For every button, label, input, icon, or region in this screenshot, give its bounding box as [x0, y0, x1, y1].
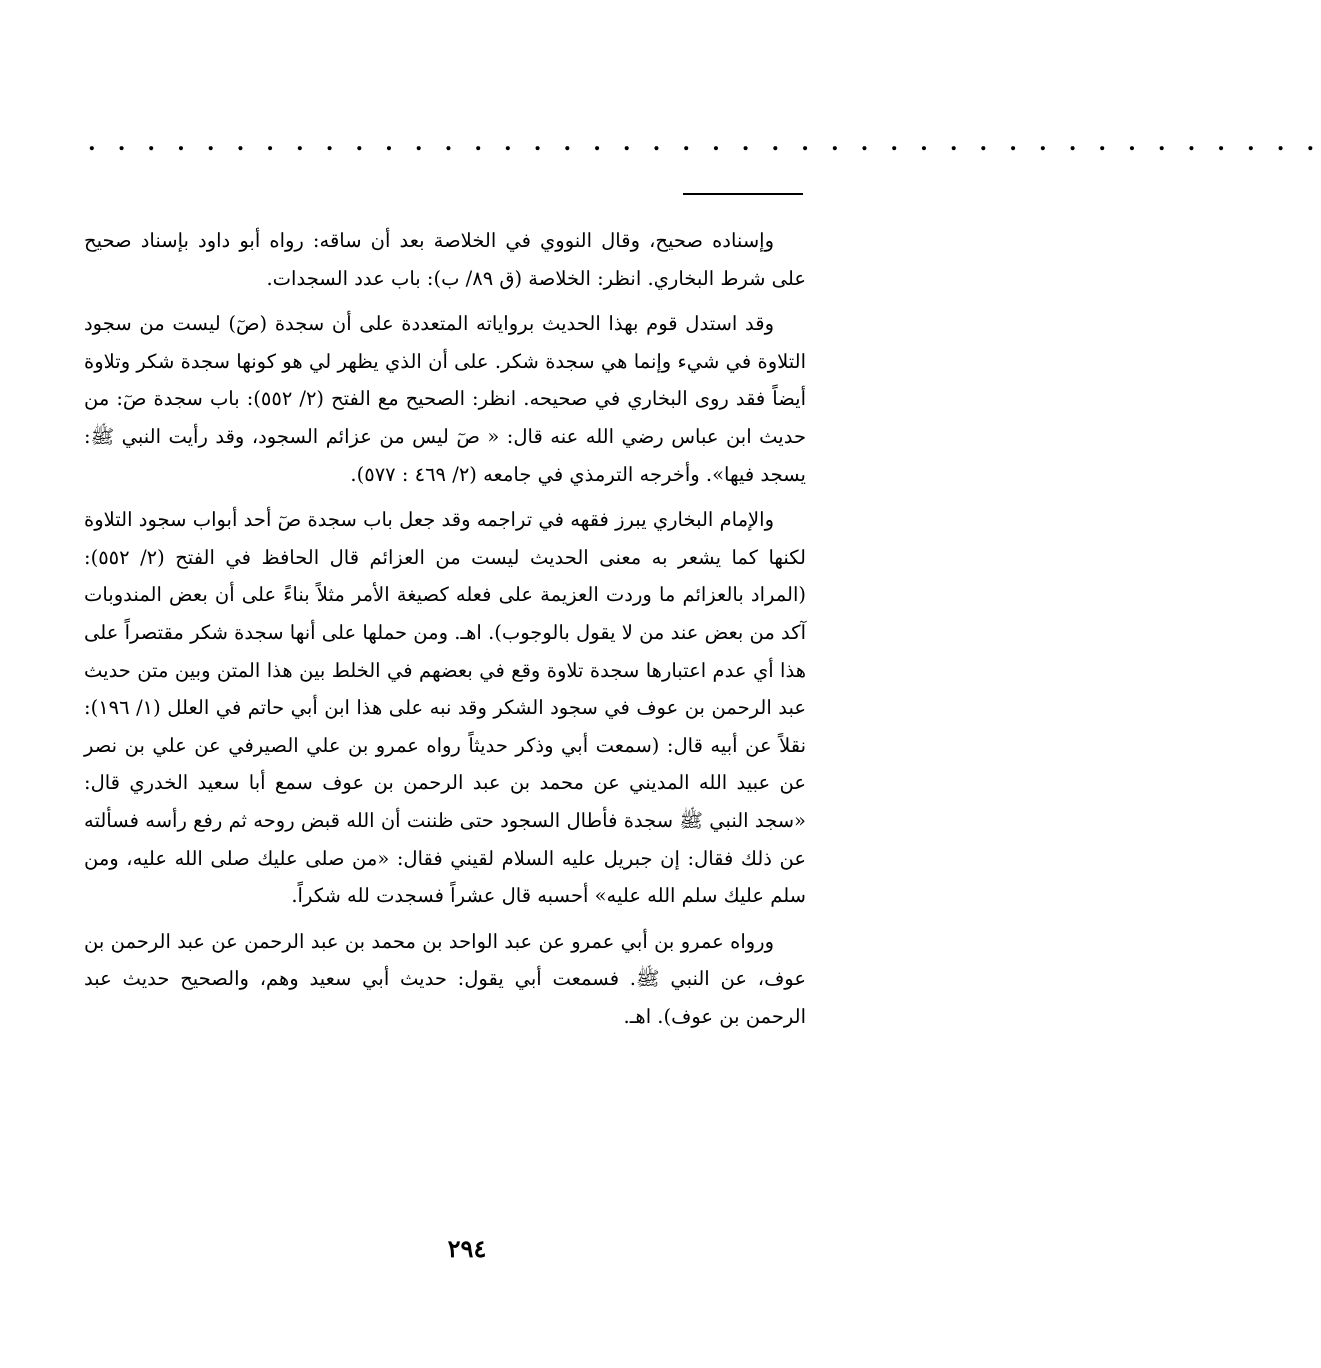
footnote-paragraph: ورواه عمرو بن أبي عمرو عن عبد الواحد بن محمد بن عبد الرحمن عن عبد الرحمن بن عوف، عن النبي ﷺ. فسمعت أبي يقول: حديث أبي سعيد وهم، والصحيح حديث عبد الرحمن بن عوف). اهـ.: [84, 929, 806, 1028]
header-dotted-separator: . . . . . . . . . . . . . . . . . . . . . . . . . . . . . . . . . . . . . . . . . .: [88, 130, 1321, 156]
footnote-paragraph: وقد استدل قوم بهذا الحديث برواياته المتعددة على أن سجدة (صٓ) ليست من سجود التلاوة في شيء وإنما هي سجدة شكر. على أن الذي يظهر لي هو كونها سجدة شكر وتلاوة أيضاً فقد روى البخاري في صحيحه. انظر: الصحيح مع الفتح (٢/ ٥٥٢): باب سجدة صٓ: من حديث ابن عباس رضي الله عنه قال: « صٓ ليس من عزائم السجود، وقد رأيت النبي ﷺ: يسجد فيها». وأخرجه الترمذي في جامعه (٢/ ٤٦٩ : ٥٧٧).: [84, 312, 806, 486]
page-number: ٢٩٤: [447, 1234, 487, 1263]
footnote-paragraph: والإمام البخاري يبرز فقهه في تراجمه وقد جعل باب سجدة صٓ أحد أبواب سجود التلاوة لكنها كما يشعر به معنى الحديث ليست من العزائم قال الحافظ في الفتح (٢/ ٥٥٢): (المراد بالعزائم ما وردت العزيمة على فعله كصيغة الأمر مثلاً بناءً على أن بعض المندوبات آكد من بعض عند من لا يقول بالوجوب). اهـ. ومن حملها على أنها سجدة شكر مقتصراً على هذا أي عدم اعتبارها سجدة تلاوة وقع في بعضهم في الخلط بين هذا المتن وبين متن حديث عبد الرحمن بن عوف في سجود الشكر وقد نبه على هذا ابن أبي حاتم في العلل (١/ ١٩٦): نقلاً عن أبيه قال: (سمعت أبي وذكر حديثاً رواه عمرو بن علي الصيرفي عن علي بن نصر عن عبيد الله المديني عن محمد بن عبد الرحمن بن عوف سمع أبا سعيد الخدري قال: «سجد النبي ﷺ سجدة فأطال السجود حتى ظننت أن الله قبض روحه ثم رفع رأسه فسألته عن ذلك فقال: إن جبريل عليه السلام لقيني فقال: «من صلى عليك صلى الله عليه، ومن سلم عليك سلم الله عليه» أحسبه قال عشراً فسجدت لله شكراً.: [84, 508, 806, 908]
footnote-separator-line: [683, 193, 803, 195]
footnote-text-block: [84, 222, 806, 1035]
footnote-paragraph: وإسناده صحيح، وقال النووي في الخلاصة بعد أن ساقه: رواه أبو داود بإسناد صحيح على شرط البخاري. انظر: الخلاصة (ق ٨٩/ ب): باب عدد السجدات.: [84, 229, 806, 290]
